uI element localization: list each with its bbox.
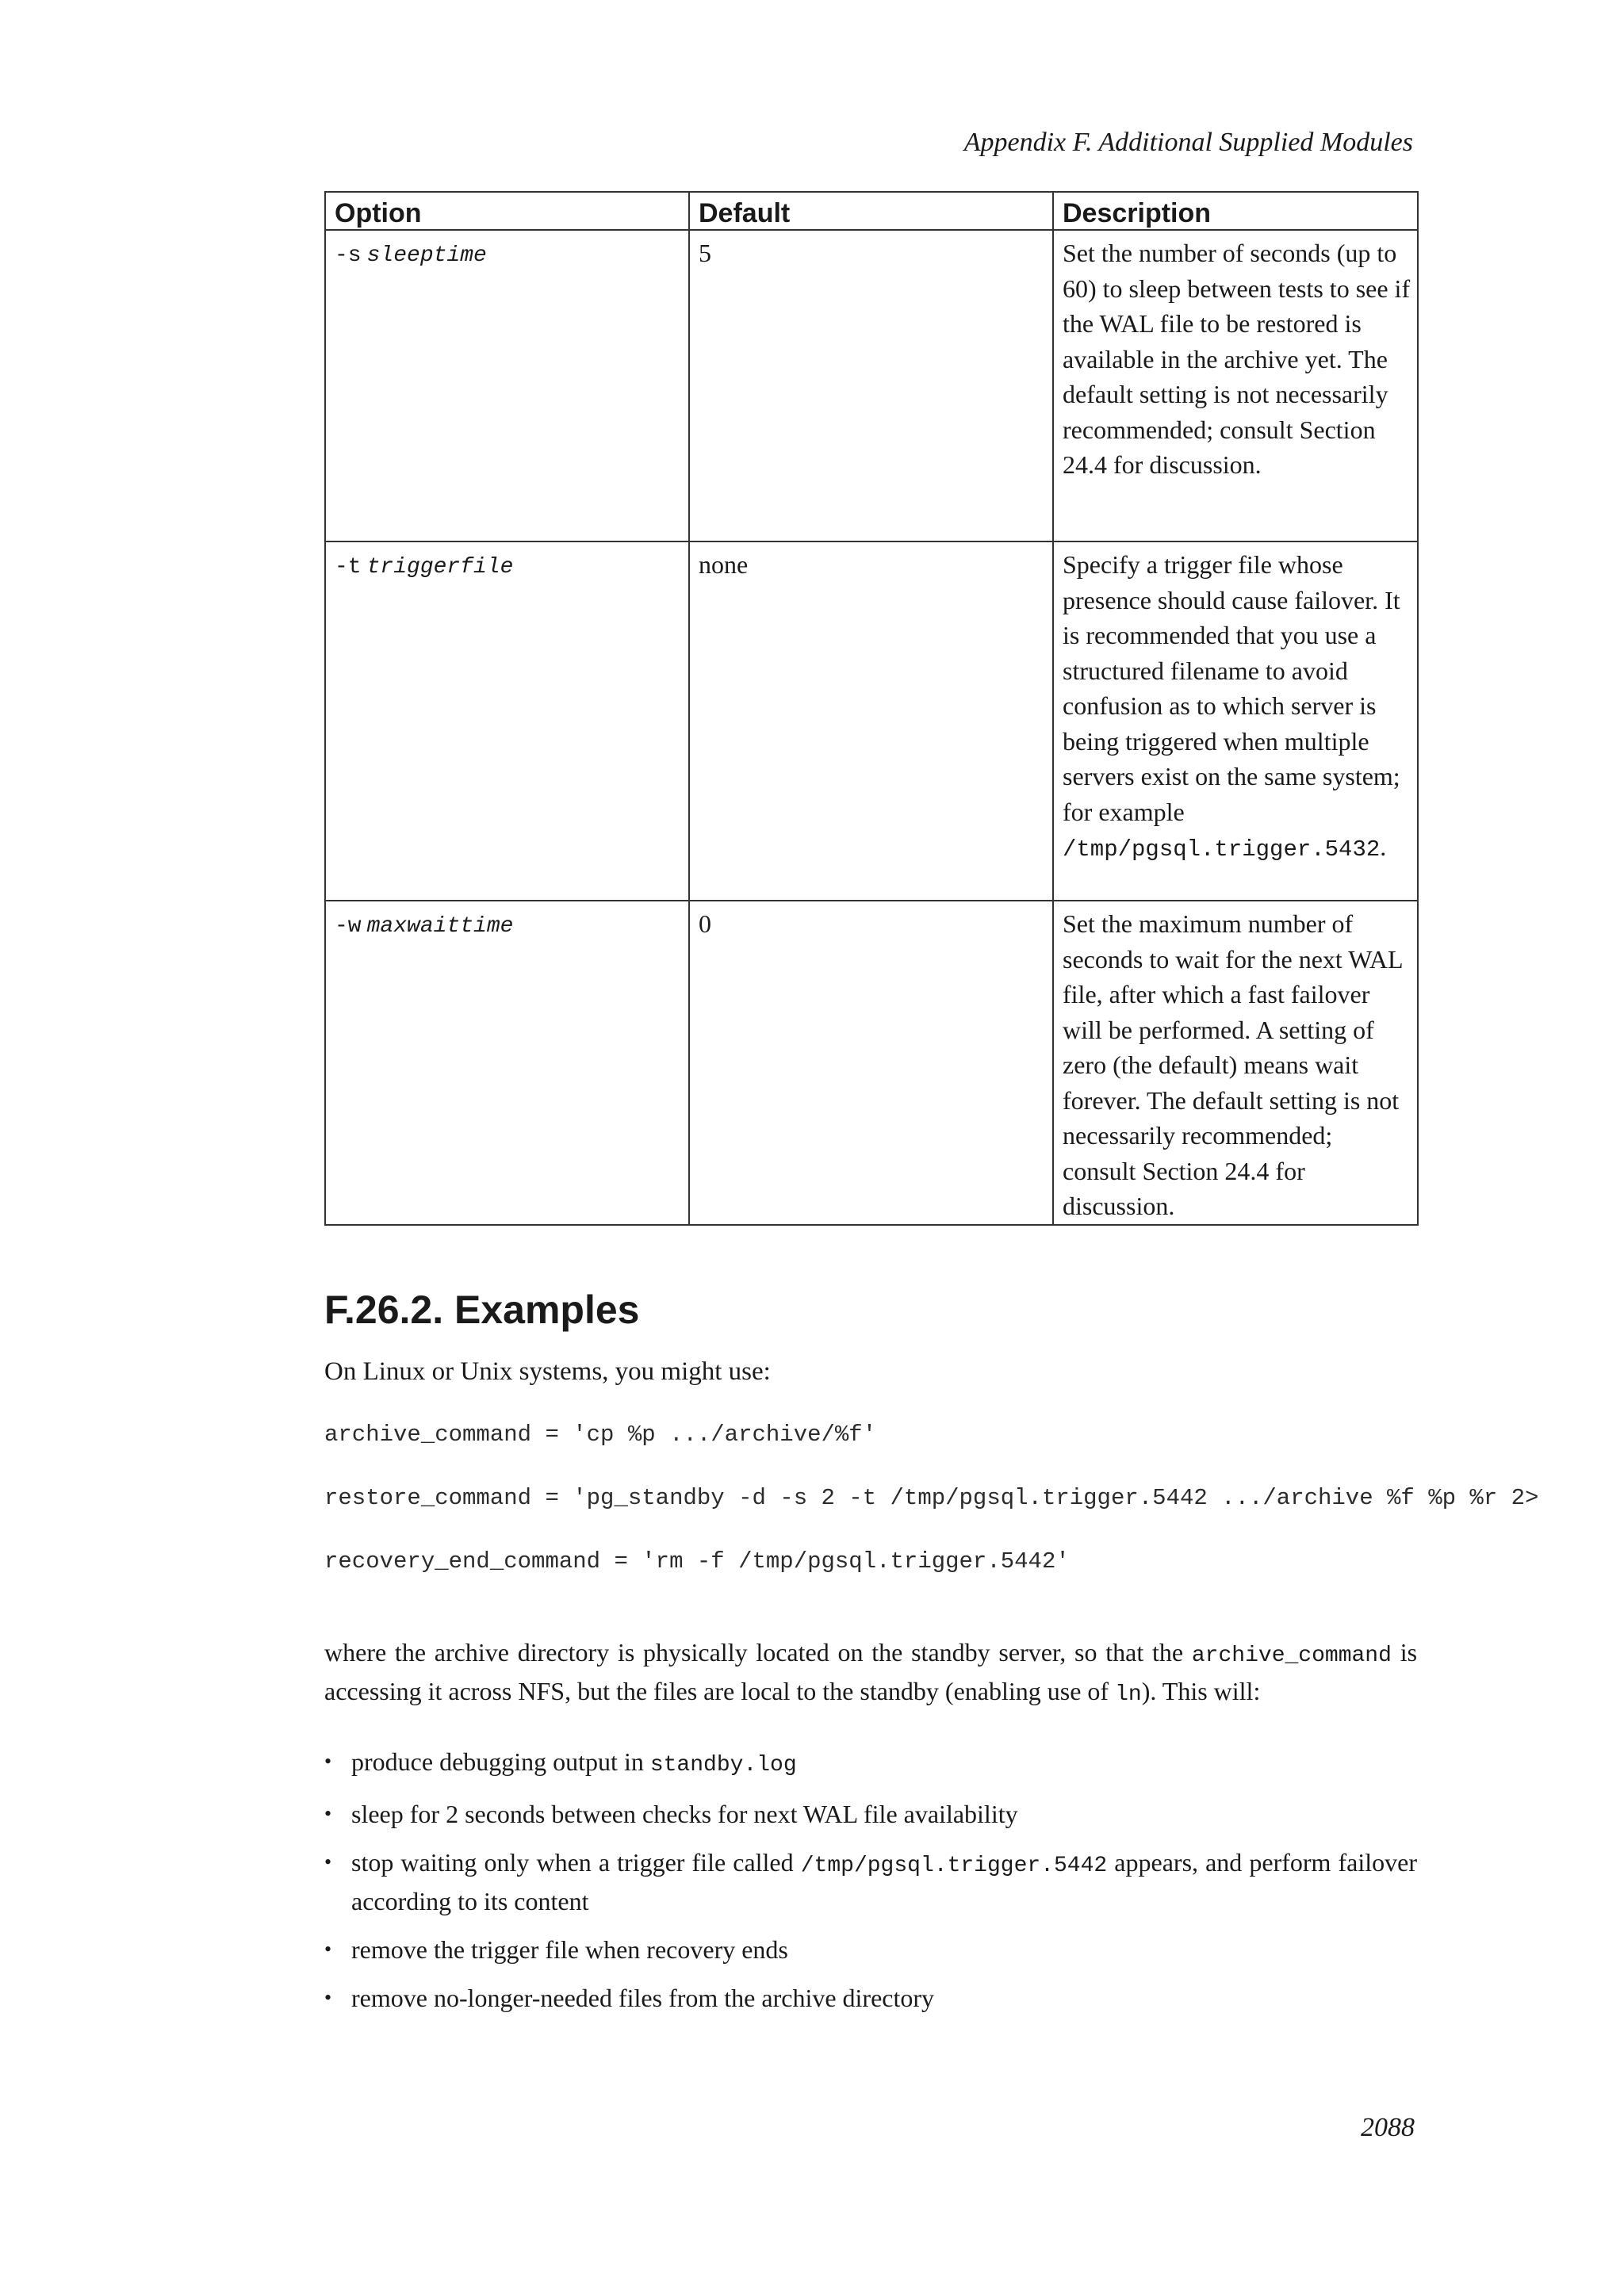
option-cell xyxy=(325,901,689,1225)
inline-code: /tmp/pgsql.trigger.5442 xyxy=(800,1854,1108,1878)
list-item-text: appears, and perform failover according to its content xyxy=(351,1848,1418,1915)
bullet-icon: • xyxy=(324,1938,332,1961)
paragraph-text: where the archive directory is physically located on the standby server, so that the xyxy=(324,1638,1184,1667)
explanation-paragraph xyxy=(324,1635,1417,1712)
option-cell xyxy=(325,230,689,541)
list-item-text: remove no-longer-needed files from the archive directory xyxy=(351,1984,935,2012)
list-item xyxy=(324,1932,1417,1967)
inline-code-archive-command: archive_command xyxy=(1191,1644,1392,1668)
description-cell xyxy=(1053,230,1418,541)
description-code: /tmp/pgsql.trigger.5432 xyxy=(1063,836,1381,863)
table-row xyxy=(325,230,1418,541)
bullet-icon: • xyxy=(324,1986,332,2009)
description-cell xyxy=(1053,541,1418,901)
default-cell: none xyxy=(689,541,1053,901)
list-item-text: remove the trigger file when recovery ends xyxy=(351,1935,788,1964)
code-line-restore-command: restore_command = 'pg_standby -d -s 2 -t /tmp/pgsql.trigger.5442 .../archive %f %p %r 2> xyxy=(324,1485,1539,1511)
list-item xyxy=(324,1980,1417,2015)
option-flag: -t xyxy=(335,555,362,580)
bullet-list xyxy=(324,1744,1417,2029)
bullet-icon: • xyxy=(324,1850,332,1873)
table-row xyxy=(325,901,1418,1225)
description-end: . xyxy=(1380,832,1387,861)
running-header: Appendix F. Additional Supplied Modules xyxy=(963,128,1413,157)
list-item-text: stop waiting only when a trigger file called xyxy=(351,1848,794,1877)
list-item-text: sleep for 2 seconds between checks for next WAL file availability xyxy=(351,1800,1018,1828)
option-arg: triggerfile xyxy=(366,555,514,580)
option-arg: sleeptime xyxy=(366,243,487,268)
code-line-recovery-end-command: recovery_end_command = 'rm -f /tmp/pgsql.trigger.5442' xyxy=(324,1548,1070,1575)
table-header-row xyxy=(325,192,1418,230)
option-arg: maxwaittime xyxy=(366,914,514,939)
table-row xyxy=(325,541,1418,901)
paragraph-text: is accessing it across NFS, but the files are local to the standby (enabling use of xyxy=(324,1638,1418,1705)
inline-code: standby.log xyxy=(649,1753,797,1777)
description-text: Set the number of seconds (up to 60) to sleep between tests to see if the WAL file to be restored is available in the archive yet. The default setting is not necessarily recommended; consult Section 24.4 for discussion. xyxy=(1063,239,1411,479)
list-item-text: produce debugging output in xyxy=(351,1747,644,1776)
paragraph-text: ). This will: xyxy=(1141,1677,1261,1705)
bullet-icon: • xyxy=(324,1750,332,1773)
default-cell: 0 xyxy=(689,901,1053,1225)
description-text: Set the maximum number of seconds to wait for the next WAL file, after which a fast failover will be performed. A setting of zero (the default) means wait forever. The default setting is not necessarily recommended; consult Section 24.4 for discussion. xyxy=(1063,909,1403,1220)
list-item xyxy=(324,1744,1417,1783)
description-text: Specify a trigger file whose presence should cause failover. It is recommended that you use a structured filename to avoid confusion as to which server is being triggered when multiple servers exist on the same system; for example xyxy=(1063,550,1400,826)
inline-code-ln: ln xyxy=(1115,1682,1142,1707)
description-cell xyxy=(1053,901,1418,1225)
section-heading: F.26.2. Examples xyxy=(324,1288,640,1332)
default-cell: 5 xyxy=(689,230,1053,541)
column-header-default: Default xyxy=(689,192,1053,230)
bullet-icon: • xyxy=(324,1802,332,1825)
page-number: 2088 xyxy=(1361,2113,1415,2142)
list-item xyxy=(324,1845,1417,1919)
option-cell xyxy=(325,541,689,901)
intro-text: On Linux or Unix systems, you might use: xyxy=(324,1357,771,1386)
code-line-archive-command: archive_command = 'cp %p .../archive/%f' xyxy=(324,1422,877,1448)
option-flag: -s xyxy=(335,243,362,268)
list-item xyxy=(324,1797,1417,1831)
options-table xyxy=(324,191,1419,1226)
option-flag: -w xyxy=(335,914,362,939)
column-header-option: Option xyxy=(325,192,689,230)
column-header-description: Description xyxy=(1053,192,1418,230)
